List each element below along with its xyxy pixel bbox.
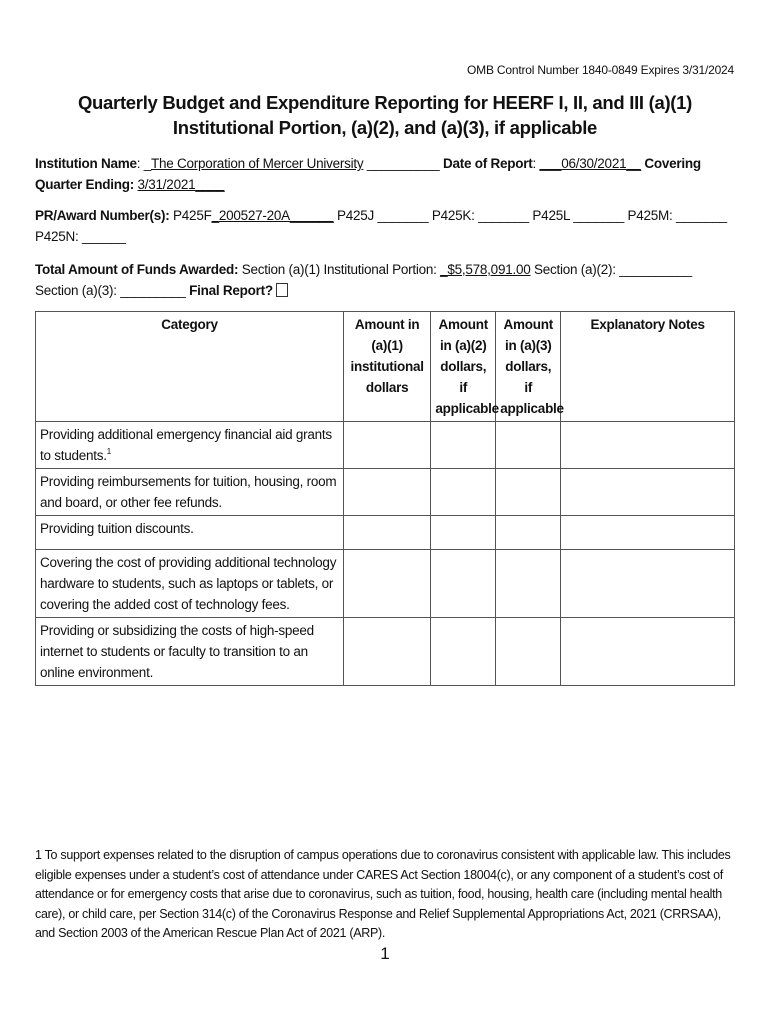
other-award-numbers[interactable]: P425J _______ P425K: _______ P425L _______ P425M: _______ P425N: ______ [35,208,727,244]
notes-cell[interactable] [561,469,735,516]
amount-a2-cell[interactable] [431,516,496,550]
form-title: Quarterly Budget and Expenditure Reporting for HEERF I, II, and III (a)(1) Institutional Portion, (a)(2), and (a)(3), if applicable [77,92,693,138]
table-row [36,422,735,469]
amount-a1-cell[interactable] [343,516,430,550]
table-header-row [36,312,735,422]
row-category: Providing tuition discounts. [36,516,344,550]
p425f-prefix: P425F [173,208,212,223]
date-of-report-value[interactable]: ___06/30/2021__ [539,156,641,171]
amount-a2-cell[interactable] [431,422,496,469]
institution-name-value[interactable]: The Corporation of Mercer University [151,156,364,171]
amount-a3-cell[interactable] [496,469,561,516]
row-category: Providing additional emergency financial aid grants to students.$^1$ [36,422,344,469]
table-row [36,618,735,686]
amount-a3-cell[interactable] [496,516,561,550]
section-a1-label: Section (a)(1) Institutional Portion: [241,262,437,277]
amount-a3-cell[interactable] [496,618,561,686]
notes-cell[interactable] [561,516,735,550]
institution-name-label: Institution Name [35,156,137,171]
row-category: Providing reimbursements for tuition, housing, room and board, or other fee refunds. [36,469,344,516]
footnote-marker: 1 [106,447,111,456]
final-report-checkbox[interactable] [276,283,288,297]
amount-a1-cell[interactable] [343,550,430,618]
notes-cell[interactable] [561,618,735,686]
header-amount-a2: Amount in (a)(2) dollars, if applicable [431,312,496,422]
page-number: 1 [380,944,390,963]
covering-quarter-value[interactable]: 3/31/2021____ [137,177,225,192]
header-amount-a3: Amount in (a)(3) dollars, if applicable [496,312,561,422]
table-row [36,550,735,618]
notes-cell[interactable] [561,550,735,618]
p425f-value[interactable]: _200527-20A______ [211,208,334,223]
total-funds-label: Total Amount of Funds Awarded: [35,262,239,277]
header-category: Category [36,312,344,422]
omb-control-number: OMB Control Number 1840-0849 Expires 3/31/2024 [467,63,734,77]
footnote-text: 1 To support expenses related to the disruption of campus operations due to coronavirus consistent with applicable law. This includes eligible expenses under a student’s cost of attendance under CARES Act Section 18004(c), or any component of a student’s cost of attendance or for emergency costs that arise due to coronavirus, such as tuition, food, housing, health care (including mental health care), or child care, per Section 314(c) of the Coronavirus Response and Relief Supplemental Appropriations Act, 2021 (CRRSAA), and Section 2003 of the American Rescue Plan Act of 2021 (ARP). [35,848,731,940]
row-category: Providing or subsidizing the costs of high-speed internet to students or faculty to transition to an online environment. [36,618,344,686]
amount-a3-cell[interactable] [496,422,561,469]
section-a2-a3-fields[interactable]: Section (a)(2): __________ Section (a)(3): _________ [35,262,692,298]
funds-line [35,259,735,301]
amount-a2-cell[interactable] [431,469,496,516]
covering-quarter-label: Covering Quarter Ending: [35,156,701,192]
header-explanatory-notes: Explanatory Notes [561,312,735,422]
final-report-label: Final Report? [189,283,273,298]
amount-a2-cell[interactable] [431,618,496,686]
amount-a1-cell[interactable] [343,618,430,686]
amount-a1-cell[interactable] [343,422,430,469]
row-category: Covering the cost of providing additional technology hardware to students, such as laptops or tablets, or covering the added cost of technology fees. [36,550,344,618]
amount-a1-cell[interactable] [343,469,430,516]
expenditure-table [35,311,735,686]
amount-a3-cell[interactable] [496,550,561,618]
award-number-label: PR/Award Number(s): [35,208,170,223]
table-row [36,469,735,516]
section-a1-value[interactable]: _$5,578,091.00 [440,262,531,277]
award-line [35,205,735,247]
table-row [36,516,735,550]
notes-cell[interactable] [561,422,735,469]
date-of-report-label: Date of Report [442,156,533,171]
header-amount-a1: Amount in (a)(1) institutional dollars [343,312,430,422]
institution-line: Institution Name: _The Corporation of Mercer University __________ Date of Report: ___06/30/2021__ Covering Quarter Ending: 3/31/2021____ [35,156,701,192]
amount-a2-cell[interactable] [431,550,496,618]
